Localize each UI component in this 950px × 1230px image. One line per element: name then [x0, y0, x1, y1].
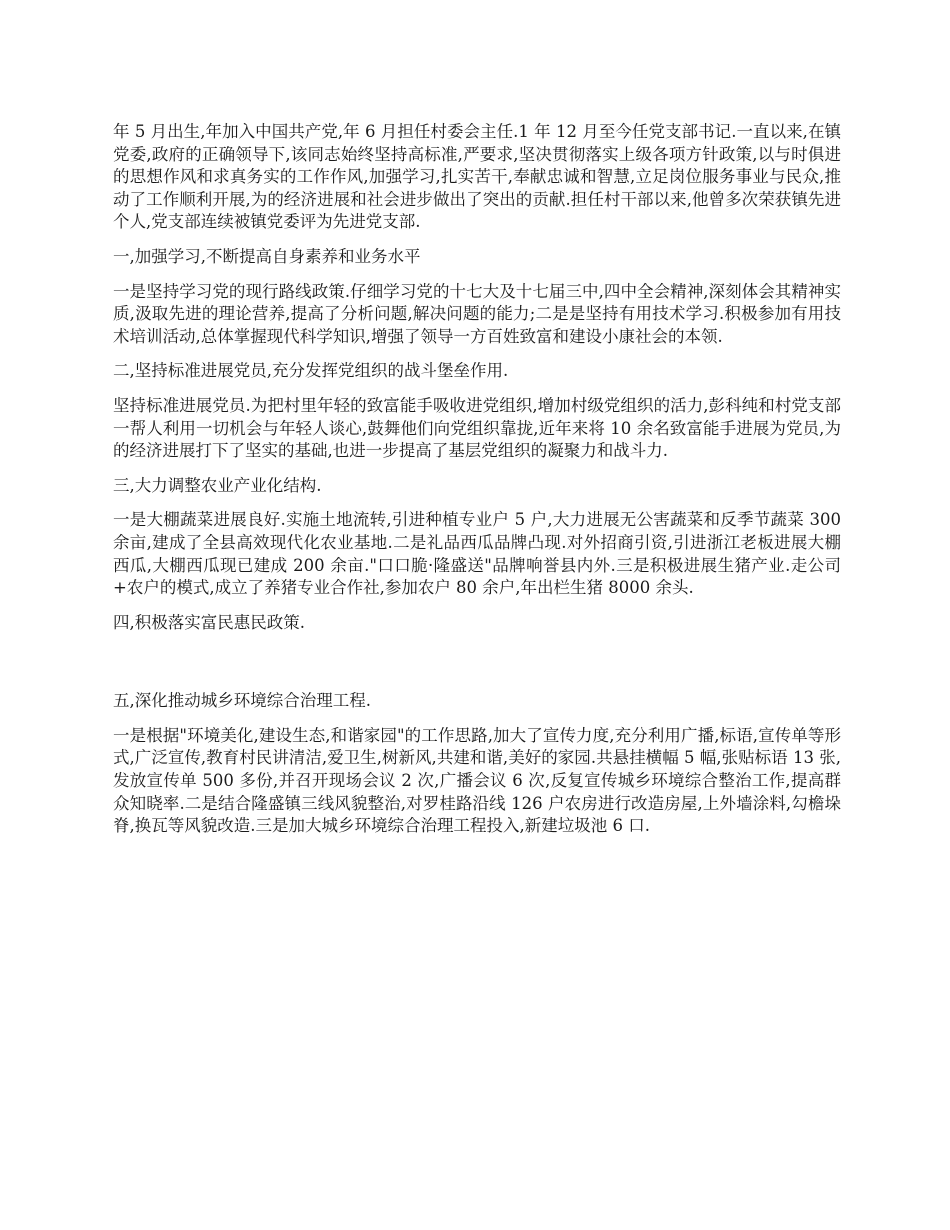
section-heading-2: 二,坚持标准进展党员,充分发挥党组织的战斗堡垒作用. — [113, 361, 509, 381]
section-heading-3: 三,大力调整农业产业化结构. — [113, 475, 322, 495]
section-heading-5: 五,深化推动城乡环境综合治理工程. — [113, 691, 371, 711]
section-paragraph-1: 一是坚持学习党的现行路线政策.仔细学习党的十七大及十七届三中,四中全会精神,深刻体会其精神实质,汲取先进的理论营养,提高了分析问题,解决问题的能力;二是是坚持有用技术学习.积极参加有用技术培训活动,总体掌握现代科学知识,增强了领导一方百姓致富和建设小康社会的本领. — [113, 281, 841, 346]
section-heading-4: 四,积极落实富民惠民政策. — [113, 612, 305, 632]
section-paragraph-2: 坚持标准进展党员.为把村里年轻的致富能手吸收进党组织,增加村级党组织的活力,彭科纯和村党支部一帮人利用一切机会与年轻人谈心,鼓舞他们向党组织靠拢,近年来将 10 余名致富能手进展为党员,为的经济进展打下了坚实的基础,也进一步提高了基层党组织的凝聚力和战斗力. — [113, 395, 841, 461]
section-paragraph-3: 一是大棚蔬菜进展良好.实施土地流转,引进种植专业户 5 户,大力进展无公害蔬菜和反季节蔬菜 300 余亩,建成了全县高效现代化农业基地.二是礼品西瓜品牌凸现.对外招商引资,引进浙江老板进展大棚西瓜,大棚西瓜现已建成 200 余亩."口口脆·隆盛送"品牌响誉县内外.三是积极进展生猪产业.走公司+农户的模式,成立了养猪专业合作社,参加农户 80 余户,年出栏生猪 8000 余头. — [113, 510, 841, 598]
section-heading-1: 一,加强学习,不断提高自身素养和业务水平 — [113, 246, 421, 266]
blank-gap — [113, 646, 841, 690]
document-body — [113, 121, 841, 850]
intro-paragraph: 年 5 月出生,年加入中国共产党,年 6 月担任村委会主任.1 年 12 月至今任党支部书记.一直以来,在镇党委,政府的正确领导下,该同志始终坚持高标准,严要求,坚决贯彻落实上级各项方针政策,以与时俱进的思想作风和求真务实的工作作风,加强学习,扎实苦干,奉献忠诚和智慧,立足岗位服务事业与民众,推动了工作顺利开展,为的经济进展和社会进步做出了突出的贡献.担任村干部以来,他曾多次荣获镇先进个人,党支部连续被镇党委评为先进党支部. — [113, 122, 841, 232]
section-paragraph-5: 一是根据"环境美化,建设生态,和谐家园"的工作思路,加大了宣传力度,充分利用广播,标语,宣传单等形式,广泛宣传,教育村民讲清洁,爱卫生,树新风,共建和谐,美好的家园.共悬挂横幅 5 幅,张贴标语 13 张,发放宣传单 500 多份,并召开现场会议 2 次,广播会议 6 次,反复宣传城乡环境综合整治工作,提高群众知晓率.二是结合隆盛镇三线风貌整治,对罗桂路沿线 126 户农房进行改造房屋,上外墙涂料,勾檐垛脊,换瓦等风貌改造.三是加大城乡环境综合治理工程投入,新建垃圾池 6 口. — [113, 725, 841, 836]
